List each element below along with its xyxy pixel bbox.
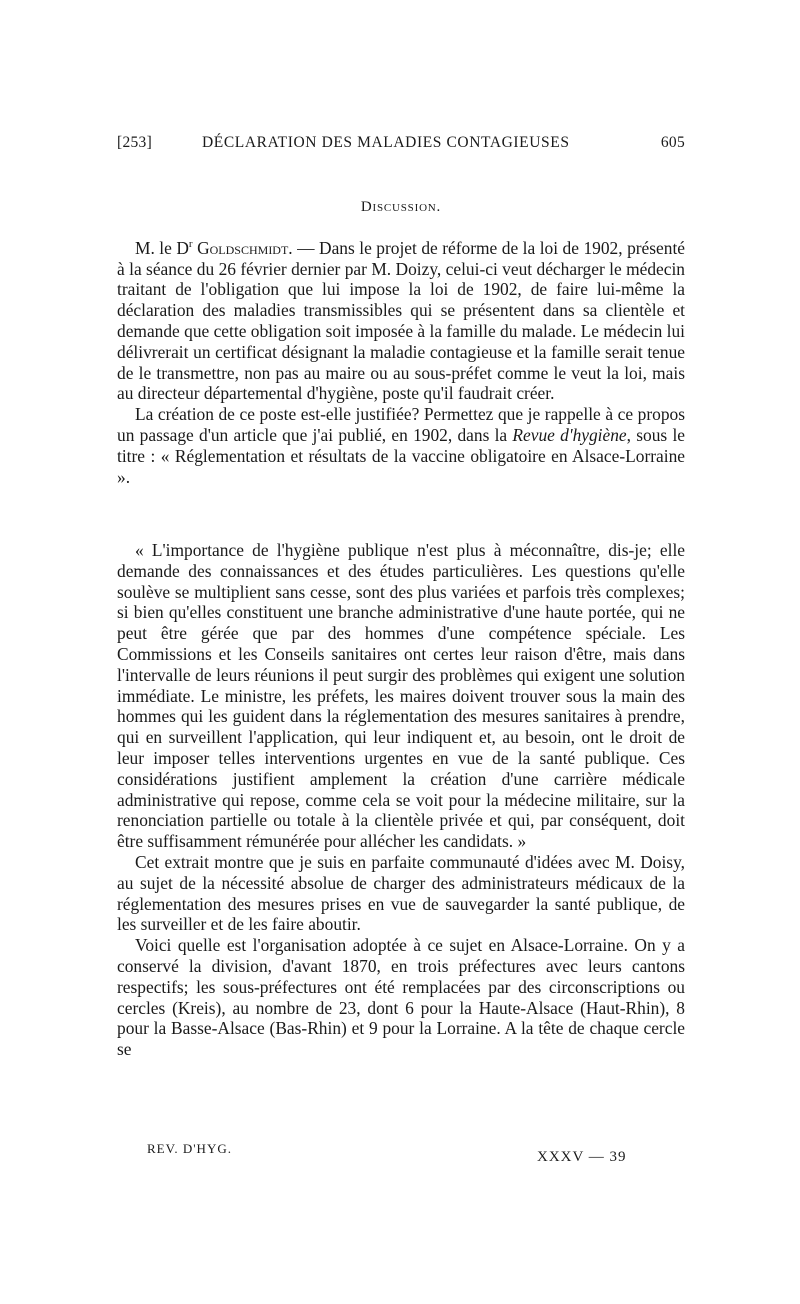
paragraph-citation [117,404,685,487]
speaker-name: Goldschmidt. [197,237,293,258]
speaker-title-superscript: r [188,238,193,250]
section-title: Discussion. [360,199,442,215]
journal-abbrev: REV. D'HYG. [147,1141,232,1156]
page-reference: [253] [117,134,153,151]
paragraph-extract-comment: Cet extrait montre que je suis en parfaite communauté d'idées avec M. Doisy, au sujet de la nécessité absolue de charger des administrateurs médicaux de la réglementation des mesures prises en vue de sauvegarder la santé publique, de les surveiller et de les faire aboutir. [117,851,685,935]
document-page [117,0,685,1304]
speaker-prefix: M. le D [135,237,189,258]
page-number: 605 [660,134,685,151]
paragraph-speaker [117,234,685,404]
journal-title: Revue d'hygiène [512,424,627,445]
paragraph-organisation: Voici quelle est l'organisation adoptée à ce sujet en Alsace-Lorraine. On y a conservé la division, d'avant 1870, en trois préfectures avec leurs cantons respectifs; les sous-préfectures ont été remplacées par des circonscriptions ou cercles (Kreis), au nombre de 23, dont 6 pour la Haute-Alsace (Haut-Rhin), 8 pour la Basse-Alsace (Bas-Rhin) et 9 pour la Lorraine. A la tête de chaque cercle se [117,935,685,1060]
citation-text-after: , sous le titre : « Réglementation et résultats de la vaccine obligatoire en Alsace-Lorraine ». [117,424,686,487]
discussion-intro [117,234,685,487]
paragraph-text: — Dans le projet de réforme de la loi de 1902, présenté à la séance du 26 février dernier par M. Doizy, celui-ci veut décharger le médecin traitant de l'obligation que lui impose la loi de 1902, de faire lui-même la déclaration des maladies transmissibles qui se présentent dans sa clientèle et demande que cette obligation soit imposée à la famille du malade. Le médecin lui délivrerait un certificat désignant la maladie contagieuse et la famille serait tenue de le transmettre, non pas au maire ou au sous-préfet comme le veut la loi, mais au directeur départemental d'hygiène, poste qu'il faudrait créer. [117,237,686,404]
paragraph-quote: « L'importance de l'hygiène publique n'est plus à méconnaître, dis-je; elle demande des connaissances et des études particulières. Les questions qu'elle soulève se multiplient sans cesse, sont des plus variées et parfois très complexes; si bien qu'elles constituent une branche administrative d'une haute portée, qui ne peut être gérée que par des hommes d'une compétence spéciale. Les Commissions et les Conseils sanitaires ont certes leur raison d'être, mais dans l'intervalle de leurs réunions il peut surgir des problèmes qui exigent une solution immédiate. Le ministre, les préfets, les maires doivent trouver sous la main des hommes qui les guident dans la réglementation des mesures sanitaires à prendre, qui en surveillent l'application, qui leur indiquent et, au besoin, ont le droit de leur imposer telles interventions urgentes en vue de la santé publique. Ces considérations justifient amplement la création d'une carrière médicale administrative qui repose, comme cela se voit pour la médecine militaire, sur la renonciation partielle ou totale à la clientèle privée et qui, par conséquent, doit être suffisamment rémunérée pour allécher les candidats. » [117,540,685,852]
running-title: DÉCLARATION DES MALADIES CONTAGIEUSES [202,134,570,151]
volume-signature: XXXV — 39 [537,1149,627,1165]
citation-text-before: La création de ce poste est-elle justifiée? Permettez que je rappelle à ce propos un passage d'un article que j'ai publié, en 1902, dans la [117,404,685,445]
quoted-passage-block [117,540,685,1060]
